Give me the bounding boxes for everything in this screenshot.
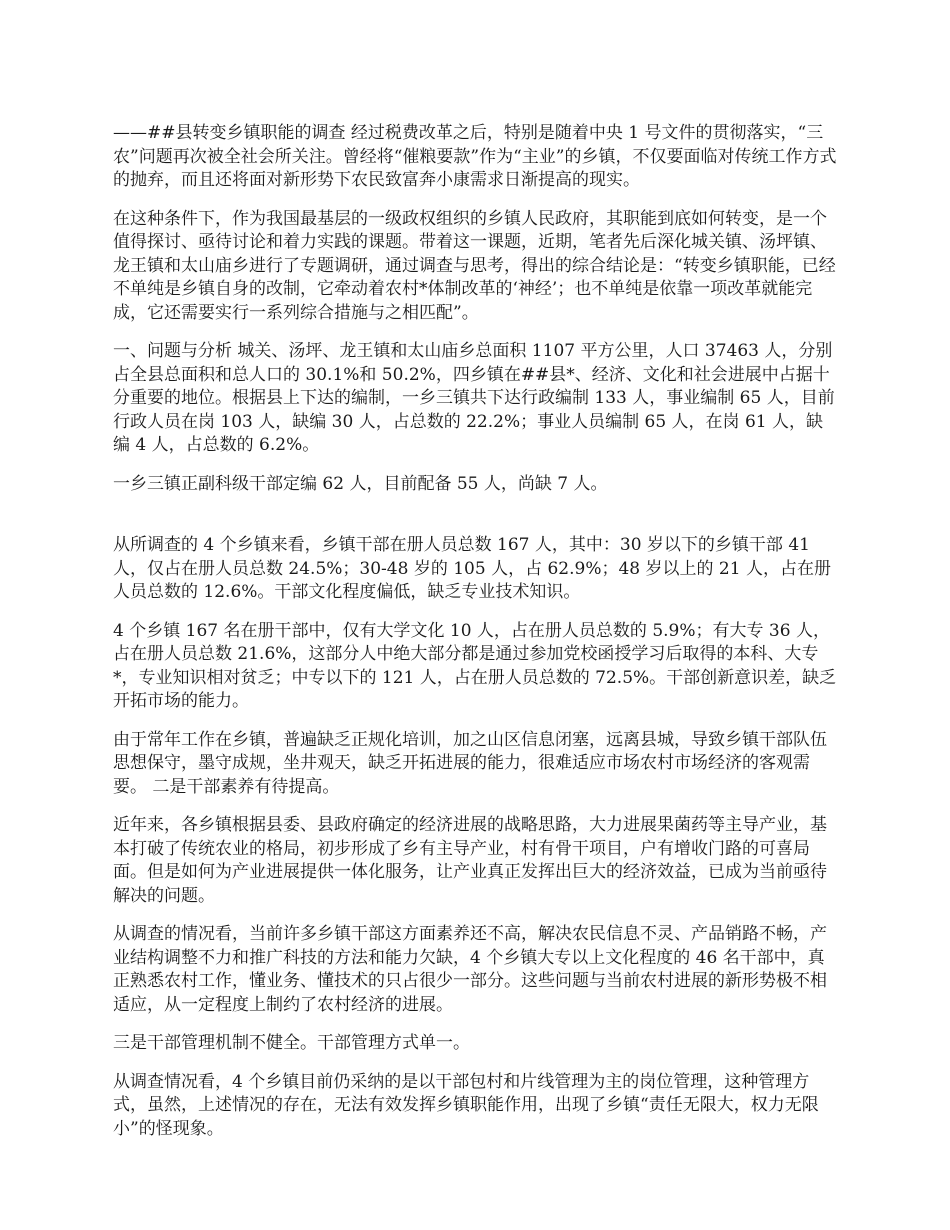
paragraph-industry: 近年来，各乡镇根据县委、县政府确定的经济进展的战略思路，大力进展果菌药等主导产业，基本打破了传统农业的格局，初步形成了乡有主导产业，村有骨干项目，户有增收门路的可喜局面。但是如何为产业进展提供一体化服务，让产业真正发挥出巨大的经济效益，已成为当前亟待解决的问题。 (113, 815, 827, 906)
paragraph-context: 在这种条件下，作为我国最基层的一级政权组织的乡镇人民政府，其职能到底如何转变，是一个值得探讨、亟待讨论和着力实践的课题。带着这一课题，近期，笔者先后深化城关镇、汤坪镇、龙王镇和太山庙乡进行了专题调研，通过调查与思考，得出的综合结论是：“转变乡镇职能，已经不单纯是乡镇自身的改制，它牵动着农村*体制改革的‘神经’；也不单纯是依靠一项改革就能完成，它还需要实行一系列综合措施与之相匹配”。 (113, 208, 836, 323)
paragraph-age-structure: 从所调查的 4 个乡镇来看，乡镇干部在册人员总数 167 人，其中：30 岁以下的乡镇干部 41 人，仅占在册人员总数 24.5%；30-48 岁的 105 人，占 62.9%；48 岁以上的 21 人，占在册人员总数的 12.6%。干部文化程度偏低，缺乏专业技术知识。 (113, 535, 831, 602)
paragraph-quality: 从调查的情况看，当前许多乡镇干部这方面素养还不高，解决农民信息不灵、产品销路不畅，产业结构调整不力和推广科技的方法和能力欠缺，4 个乡镇大专以上文化程度的 46 名干部中，真正熟悉农村工作，懂业务、懂技术的只占很少一部分。这些问题与当前农村进展的新形势极不相适应，从一定程度上制约了农村经济的进展。 (113, 924, 827, 1015)
paragraph-training: 由于常年工作在乡镇，普遍缺乏正规化培训，加之山区信息闭塞，远离县城，导致乡镇干部队伍思想保守，墨守成规，坐井观天，缺乏开拓进展的能力，很难适应市场农村市场经济的客观需要。 二是干部素养有待提高。 (113, 729, 827, 797)
paragraph-intro: ——##县转变乡镇职能的调查 经过税费改革之后，特别是随着中央 1 号文件的贯彻落实，“三农”问题再次被全社会所关注。曾经将“催粮要款”作为“主业”的乡镇，不仅要面临对传统工作方式的抛弃，而且还将面对新形势下农民致富奔小康需求日渐提高的现实。 (113, 123, 837, 190)
paragraph-management-heading: 三是干部管理机制不健全。干部管理方式单一。 (113, 1033, 470, 1053)
paragraph-education-level: 4 个乡镇 167 名在册干部中，仅有大学文化 10 人，占在册人员总数的 5.9%；有大专 36 人，占在册人员总数 21.6%，这部分人中绝大部分都是通过参加党校函授学习后取得的本科、大专*，专业知识相对贫乏；中专以下的 121 人，占在册人员总数的 72.5%。干部创新意识差，缺乏开拓市场的能力。 (113, 620, 837, 711)
paragraph-cadre-quota: 一乡三镇正副科级干部定编 62 人，目前配备 55 人，尚缺 7 人。 (113, 473, 608, 494)
paragraph-management: 从调查情况看，4 个乡镇目前仍采纳的是以干部包村和片线管理为主的岗位管理，这种管理方式，虽然，上述情况的存在，无法有效发挥乡镇职能作用，出现了乡镇“责任无限大，权力无限小”的怪现象。 (113, 1071, 819, 1139)
paragraph-problem-analysis: 一、问题与分析 城关、汤坪、龙王镇和太山庙乡总面积 1107 平方公里，人口 37463 人，分别占全县总面积和总人口的 30.1%和 50.2%，四乡镇在##县*、经济、文化和社会进展中占据十分重要的地位。根据县上下达的编制，一乡三镇共下达行政编制 133 人，事业编制 65 人，目前行政人员在岗 103 人，缺编 30 人，占总数的 22.2%；事业人员编制 65 人，在岗 61 人，缺编 4 人，占总数的 6.2%。 (113, 341, 835, 455)
